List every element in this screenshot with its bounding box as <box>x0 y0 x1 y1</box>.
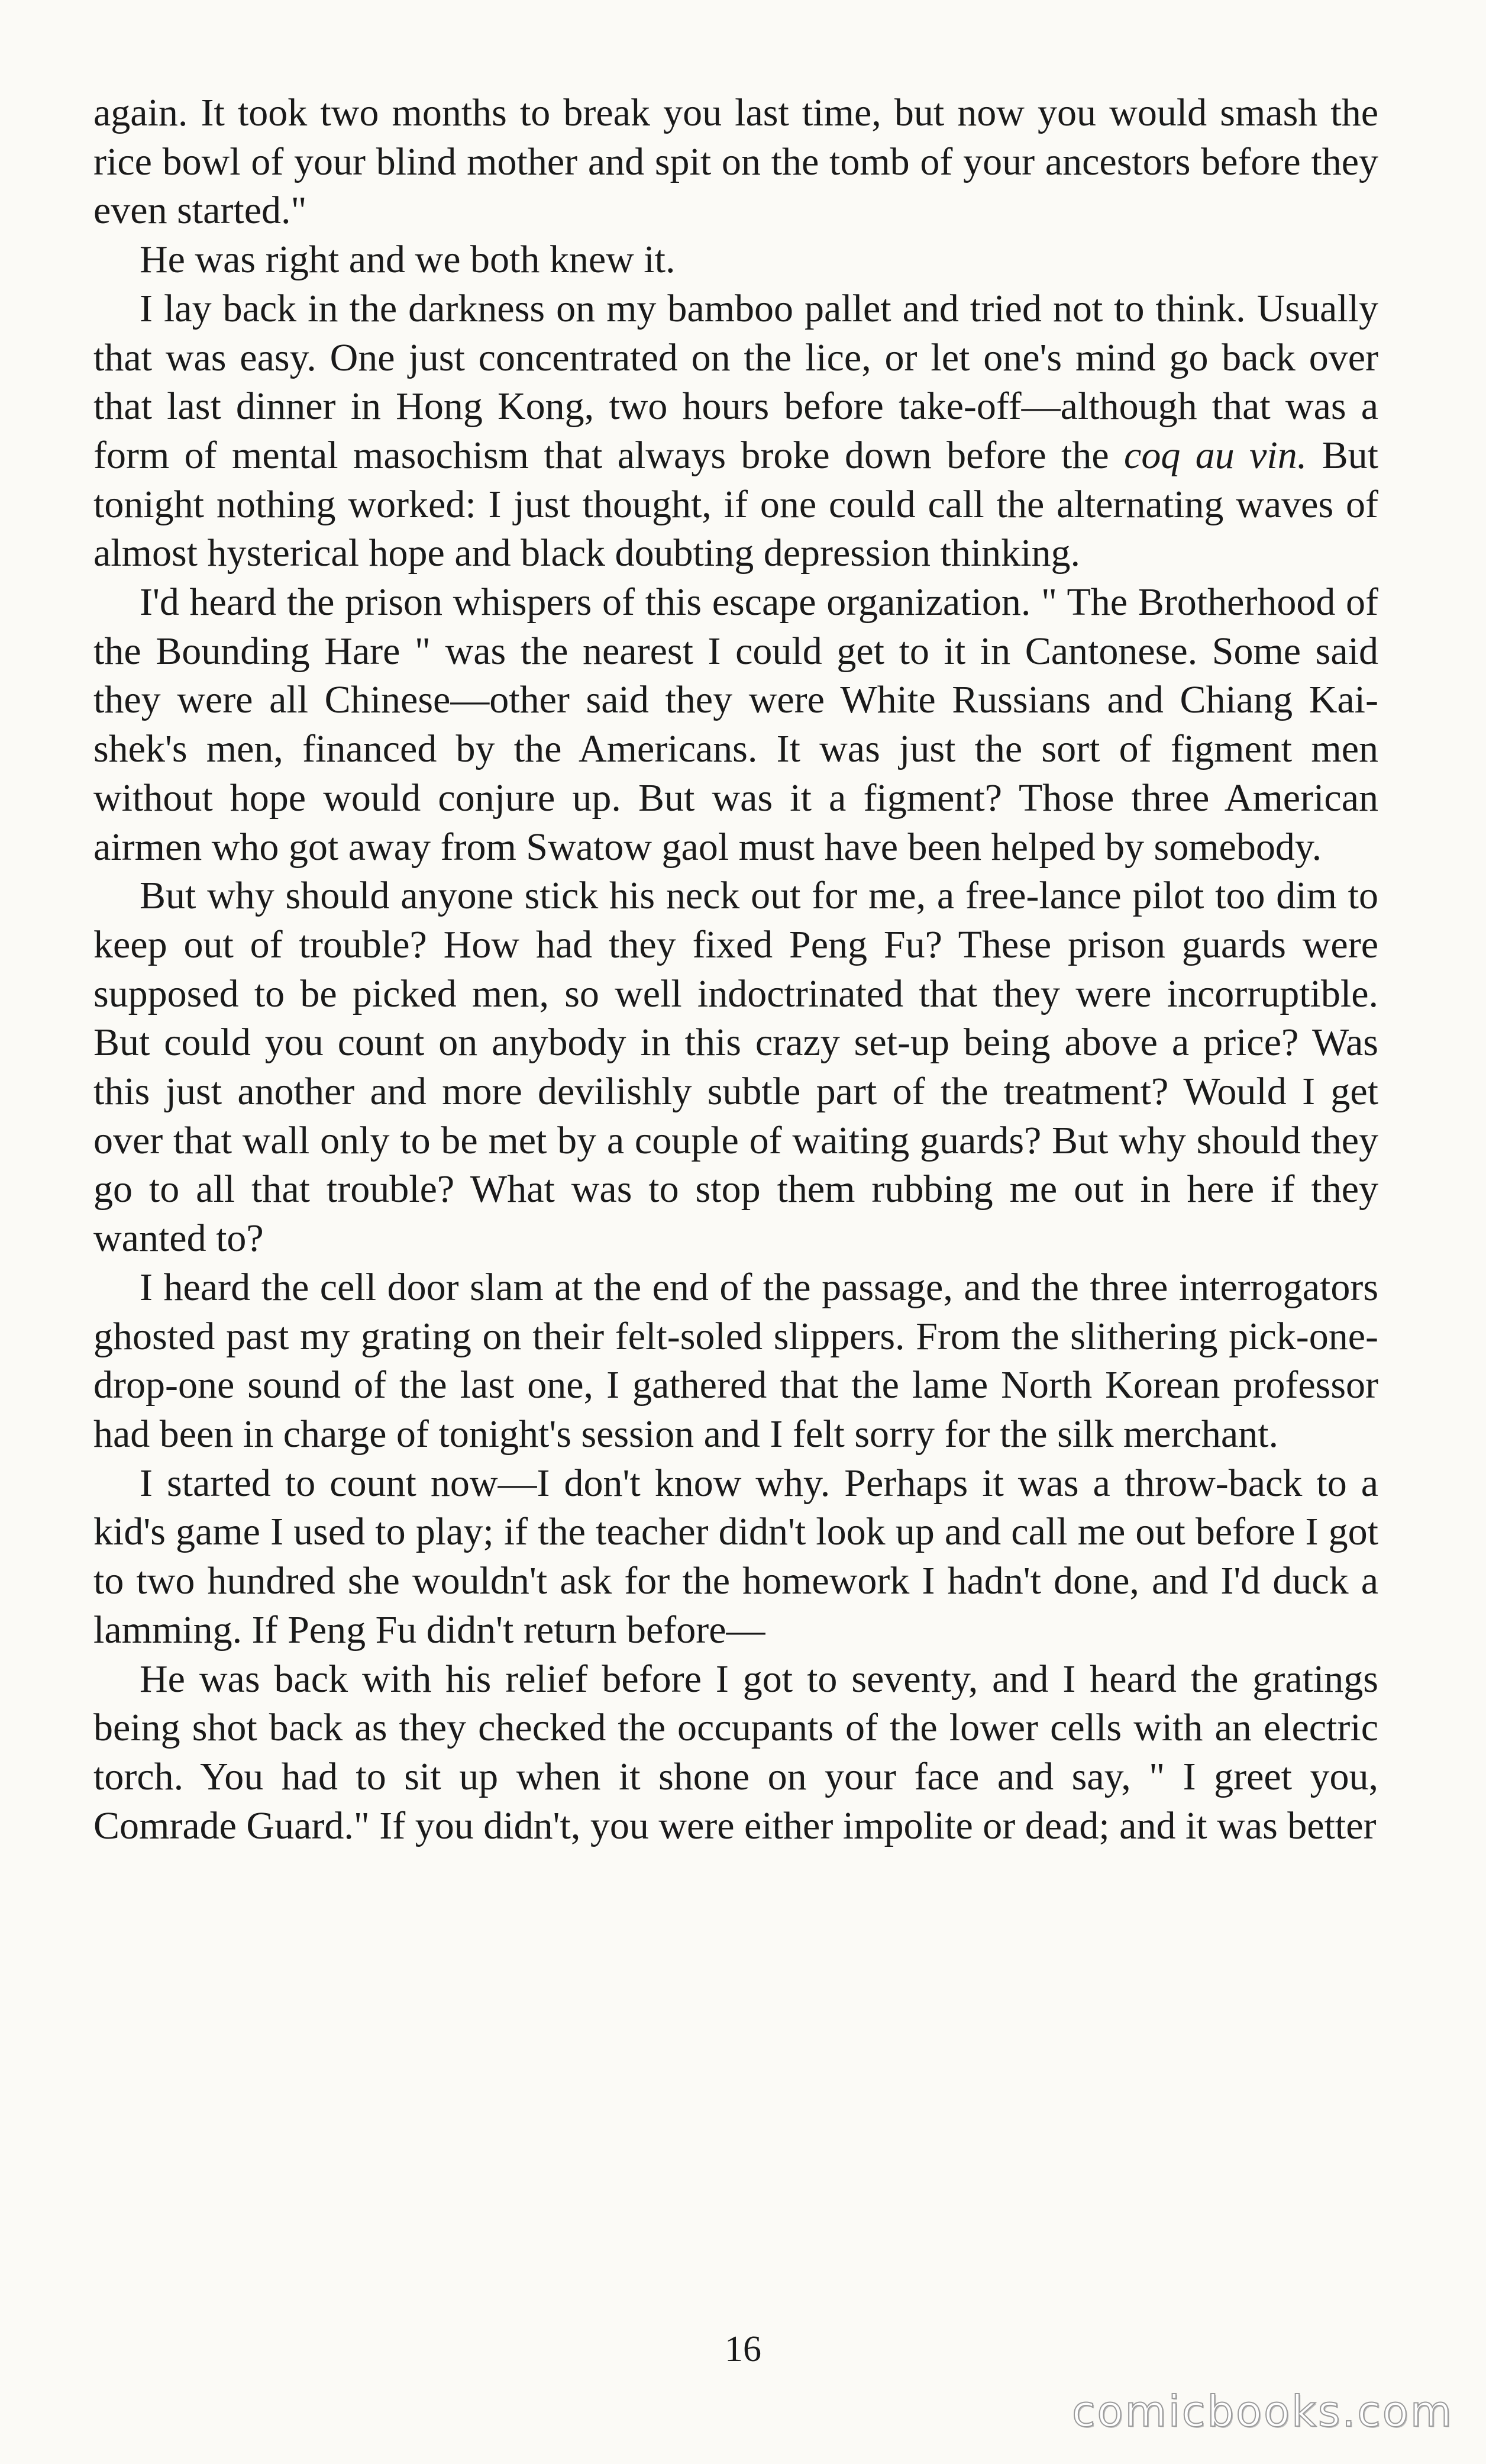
paragraph-3-text-before: I lay back in the darkness on my bamboo pallet and tried not to think. Usually that was easy. One just concentrated on the lice, or let one's mind go back over that last dinner in Hong Kong, two hours before take-off—although that was a form of mental masochism that always broke down before the <box>93 286 1378 477</box>
paragraph-4: I'd heard the prison whispers of this escape organization. " The Brotherhood of the Bounding Hare " was the nearest I could get to it in Cantonese. Some said they were all Chinese—other said they were White Russians and Chiang Kai-shek's men, financed by the Americans. It was just the sort of figment men without hope would conjure up. But was it a figment? Those three American airmen who got away from Swatow gaol must have been helped by somebody. <box>93 580 1378 869</box>
paragraph-8: He was back with his relief before I got to seventy, and I heard the gratings being shot back as they checked the occupants of the lower cells with an electric torch. You had to sit up when it shone on your face and say, " I greet you, Comrade Guard." If you didn't, you were either impolite or dead; and it was better <box>93 1657 1378 1847</box>
paragraph-3-text-after: But tonight nothing worked: I just thought, if one could call the alternating waves of almost hysterical hope and black doubting depression thinking. <box>93 433 1378 575</box>
page-number: 16 <box>725 2329 761 2369</box>
paragraph-3 <box>93 285 1378 578</box>
paragraph-3-italic-phrase: coq au vin. <box>1124 433 1307 477</box>
body-text <box>93 89 1378 1850</box>
paragraph-5: But why should anyone stick his neck out for me, a free-lance pilot too dim to keep out of trouble? How had they fixed Peng Fu? These prison guards were supposed to be picked men, so well indoctrinated that they were incorruptible. But could you count on anybody in this crazy set-up being above a price? Was this just another and more devilishly subtle part of the treatment? Would I get over that wall only to be met by a couple of waiting guards? But why should they go to all that trouble? What was to stop them rubbing me out in here if they wanted to? <box>93 874 1378 1260</box>
watermark: comicbooks.com <box>1071 2386 1453 2436</box>
paragraph-2: He was right and we both knew it. <box>140 238 676 282</box>
paragraph-7: I started to count now—I don't know why. Perhaps it was a throw-back to a kid's game I used to play; if the teacher didn't look up and call me out before I got to two hundred she wouldn't ask for the homework I hadn't done, and I'd duck a lamming. If Peng Fu didn't return before— <box>93 1461 1378 1652</box>
paragraph-6: I heard the cell door slam at the end of the passage, and the three interrogators ghosted past my grating on their felt-soled slippers. From the slithering pick-one-drop-one sound of the last one, I gathered that the lame North Korean professor had been in charge of tonight's session and I felt sorry for the silk merchant. <box>93 1265 1378 1456</box>
paragraph-1: again. It took two months to break you last time, but now you would smash the rice bowl of your blind mother and spit on the tomb of your ancestors before they even started." <box>93 91 1378 233</box>
